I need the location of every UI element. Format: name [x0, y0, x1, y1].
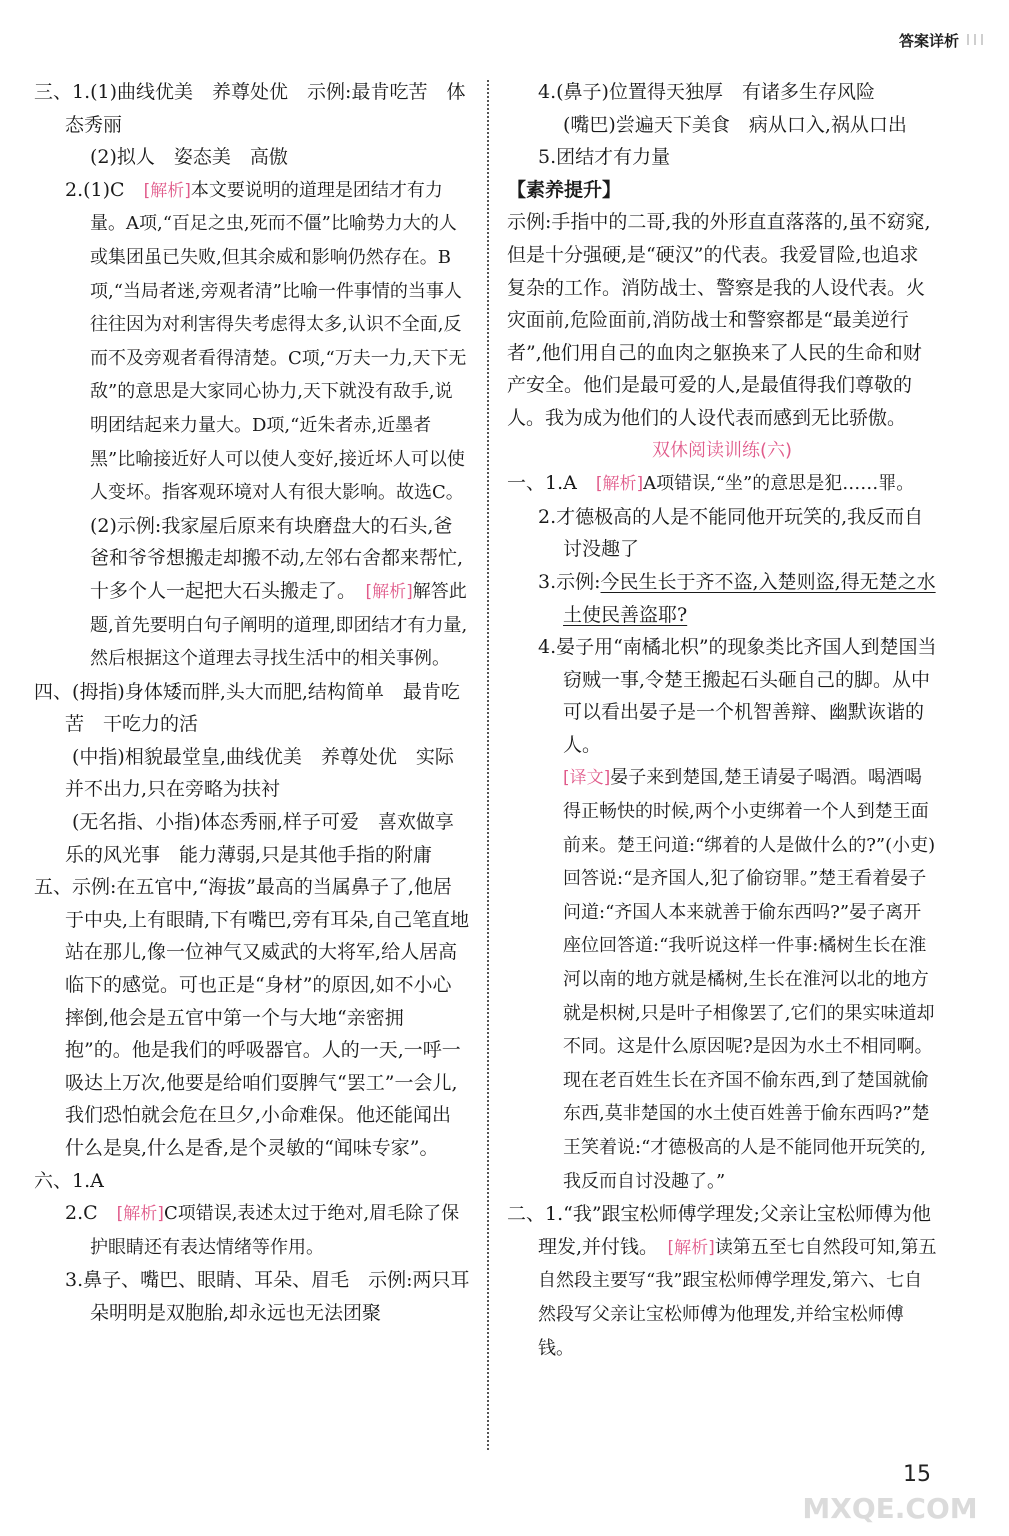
answer-paragraph — [507, 435, 937, 468]
answer-paragraph — [34, 741, 470, 806]
answer-text: 示例:手指中的二哥,我的外形直直落落的,虽不窈窕,但是十分强硬,是“硬汉”的代表。我爱冒险,也追求复杂的工作。消防战士、警察是我的人设代表。火灾面前,危险面前,消防战士和警察都是“最美逆行者”,他们用自己的血肉之躯换来了人民的生命和财产安全。他们是最可爱的人,是最值得我们尊敬的人。我为成为他们的人设代表而感到无比骄傲。 — [507, 211, 931, 429]
page-number: 15 — [903, 1462, 931, 1487]
answer-text: 2.C — [65, 1202, 117, 1225]
watermark-text: MXQE.COM — [802, 1492, 978, 1525]
answer-paragraph — [507, 761, 937, 1198]
answer-paragraph — [34, 676, 470, 741]
answer-paragraph — [34, 510, 470, 676]
left-column — [34, 76, 470, 1330]
answer-paragraph — [34, 806, 470, 871]
right-column — [507, 76, 937, 1365]
answer-text: 解答此题,首先要明白句子阐明的道理,即团结才有力量,然后根据这个道理去寻找生活中的相关事例。 — [90, 580, 468, 670]
answer-paragraph — [507, 566, 937, 631]
watermark-logo — [785, 1448, 995, 1528]
analysis-tag: [译文] — [563, 768, 611, 789]
answer-text: 二、1.“我”跟宝松师傅学理发;父亲让宝松师傅为他理发,并付钱。 — [507, 1203, 931, 1258]
column-divider — [487, 80, 489, 1450]
answer-text: 4.(鼻子)位置得天独厚 有诸多生存风险 — [538, 81, 875, 103]
answer-paragraph — [34, 1197, 470, 1264]
answer-text: 晏子来到楚国,楚王请晏子喝酒。喝酒喝得正畅快的时候,两个小吏绑着一个人到楚王面前来。楚王问道:“绑着的人是做什么的?”(小吏)回答说:“是齐国人,犯了偷窃罪。”楚王看着晏子问道:“齐国人本来就善于偷东西吗?”晏子离开座位回答道:“我听说这样一件事:橘树生长在淮河以南的地方就是橘树,生长在淮河以北的地方就是枳树,只是叶子相像罢了,它们的果实味道却不同。这是什么原因呢?是因为水土不相同啊。现在老百姓生长在齐国不偷东西,到了楚国就偷东西,莫非楚国的水土使百姓善于偷东西吗?”楚王笑着说:“才德极高的人是不能同他开玩笑的,我反而自讨没趣了。” — [563, 767, 936, 1192]
header-decoration — [967, 34, 983, 45]
answer-text: (嘴巴)尝遍天下美食 病从口入,祸从口出 — [563, 113, 907, 136]
answer-paragraph — [34, 871, 470, 1164]
answer-text: 六、1.A — [34, 1169, 104, 1192]
answer-text: 读第五至七自然段可知,第五自然段主要写“我”跟宝松师傅学理发,第六、七自然段写父亲让宝松师傅为他理发,并给宝松师傅钱。 — [538, 1236, 937, 1359]
answer-paragraph — [34, 141, 470, 174]
answer-paragraph — [507, 501, 937, 566]
answer-text: (2)示例:我家屋后原来有块磨盘大的石头,爸爸和爷爷想搬走却搬不动,左邻右舍都来帮忙,十多个人一起把大石头搬走了。 — [90, 514, 464, 602]
answer-text: 双休阅读训练(六) — [651, 439, 793, 461]
answer-text: C项错误,表述太过于绝对,眉毛除了保护眼睛还有表达情绪等作用。 — [90, 1203, 460, 1258]
answer-text: 3.鼻子、嘴巴、眼睛、耳朵、眉毛 示例:两只耳朵明明是双胞胎,却永远也无法团聚 — [65, 1269, 470, 1324]
answer-text: 2.(1)C — [65, 178, 144, 201]
answer-paragraph — [34, 1264, 470, 1329]
answer-text: 今民生长于齐不盗,入楚则盗,得无楚之水土使民善盗耶? — [563, 570, 936, 626]
analysis-tag: [解析] — [143, 180, 191, 201]
answer-text: 2.才德极高的人是不能同他开玩笑的,我反而自讨没趣了 — [538, 505, 924, 561]
answer-paragraph — [507, 1198, 937, 1365]
answer-paragraph — [507, 76, 937, 109]
answer-text: 5.团结才有力量 — [538, 146, 671, 169]
answer-text: 3.示例: — [538, 570, 601, 593]
answer-text: (中指)相貌最堂皇,曲线优美 养尊处优 实际并不出力,只在旁略为扶衬 — [34, 745, 454, 801]
answer-paragraph — [34, 174, 470, 510]
answer-paragraph — [507, 631, 937, 761]
answer-text: A项错误,“坐”的意思是犯……罪。 — [643, 473, 915, 495]
analysis-tag: [解析] — [116, 1204, 164, 1225]
answer-text: 本文要说明的道理是团结才有力量。A项,“百足之虫,死而不僵”比喻势力大的人或集团虽已失败,但其余威和影响仍然存在。B项,“当局者迷,旁观者清”比喻一件事情的当事人往往因为对利害得失考虑得太多,认识不全面,反而不及旁观者看得清楚。C项,“万夫一力,天下无敌”的意思是大家同心协力,天下就没有敌手,说明团结起来力量大。D项,“近朱者赤,近墨者黑”比喻接近好人可以使人变好,接近坏人可以使人变坏。指客观环境对人有很大影响。故选C。 — [90, 179, 467, 504]
answer-text: 4.晏子用“南橘北枳”的现象类比齐国人到楚国当窃贼一事,令楚王搬起石头砸自己的脚。从中可以看出晏子是一个机智善辩、幽默诙谐的人。 — [538, 636, 937, 756]
answer-paragraph — [34, 1165, 470, 1198]
analysis-tag: [解析] — [595, 474, 644, 495]
answer-paragraph — [507, 141, 937, 174]
answer-paragraph — [507, 174, 937, 207]
answer-paragraph — [507, 109, 937, 142]
analysis-tag: [解析] — [365, 581, 413, 602]
answer-text: 四、(拇指)身体矮而胖,头大而肥,结构简单 最肯吃苦 干吃力的活 — [34, 680, 460, 736]
answer-text: 三、1.(1)曲线优美 养尊处优 示例:最肯吃苦 体态秀丽 — [34, 81, 466, 136]
answer-text: 一、1.A — [507, 472, 596, 495]
answer-text: 【素养提升】 — [507, 178, 622, 201]
answer-paragraph — [507, 206, 937, 434]
answer-text: (无名指、小指)体态秀丽,样子可爱 喜欢做享乐的风光事 能力薄弱,只是其他手指的附庸 — [34, 811, 454, 866]
answer-paragraph — [507, 467, 937, 501]
answer-text: 五、示例:在五官中,“海拔”最高的当属鼻子了,他居于中央,上有眼睛,下有嘴巴,旁有耳朵,自己笔直地站在那儿,像一位神气又威武的大将军,给人居高临下的感觉。可也正是“身材”的原因,如不小心摔倒,他会是五官中第一个与大地“亲密拥抱”的。他是我们的呼吸器官。人的一天,一呼一吸达上万次,他要是给咱们耍脾气“罢工”一会儿,我们恐怕就会危在旦夕,小命难保。他还能闻出什么是臭,什么是香,是个灵敏的“闻味专家”。 — [34, 876, 470, 1159]
analysis-tag: [解析] — [667, 1237, 715, 1258]
answer-paragraph — [34, 76, 470, 141]
answer-text: (2)拟人 姿态美 高傲 — [90, 146, 288, 169]
header-title: 答案详析 — [898, 32, 959, 50]
